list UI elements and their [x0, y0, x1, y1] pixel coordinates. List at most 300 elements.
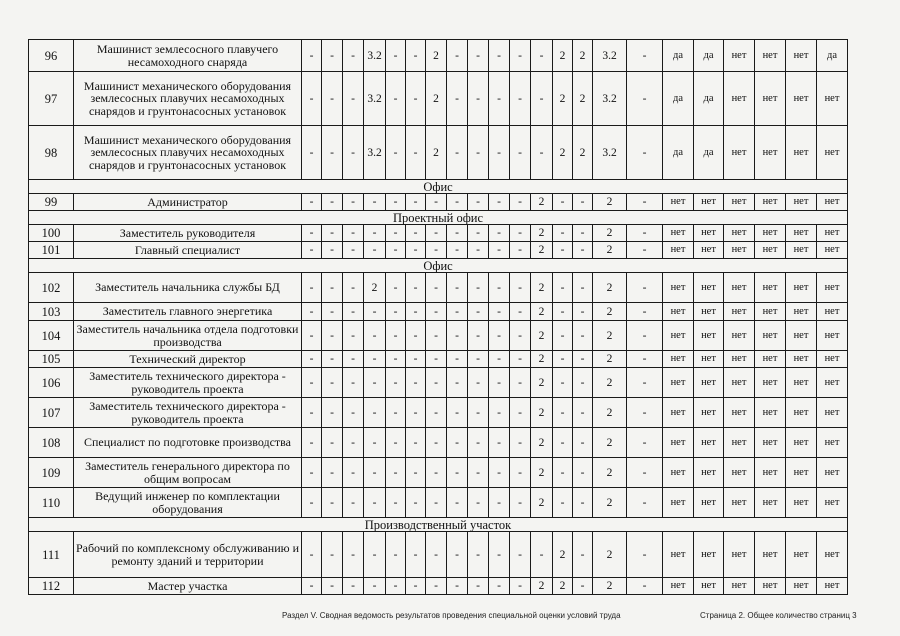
- factor-class-cell: -: [447, 398, 468, 428]
- yes-no-cell: нет: [755, 225, 786, 242]
- factor-class-cell: -: [627, 428, 663, 458]
- factor-class-cell: -: [489, 321, 510, 351]
- factor-class-cell: -: [364, 458, 386, 488]
- factor-class-cell: -: [386, 194, 406, 211]
- factor-class-cell: 3.2: [593, 126, 627, 180]
- factor-class-cell: -: [343, 194, 364, 211]
- row-number: 99: [29, 194, 74, 211]
- yes-no-cell: нет: [755, 578, 786, 595]
- factor-class-cell: -: [322, 40, 343, 72]
- yes-no-cell: да: [663, 40, 694, 72]
- yes-no-cell: нет: [694, 303, 724, 321]
- factor-class-cell: -: [322, 225, 343, 242]
- yes-no-cell: нет: [663, 578, 694, 595]
- yes-no-cell: нет: [817, 303, 848, 321]
- factor-class-cell: 2: [593, 273, 627, 303]
- factor-class-cell: 2: [573, 72, 593, 126]
- factor-class-cell: -: [489, 578, 510, 595]
- factor-class-cell: 2: [553, 40, 573, 72]
- row-number: 110: [29, 488, 74, 518]
- factor-class-cell: -: [406, 273, 426, 303]
- factor-class-cell: -: [489, 273, 510, 303]
- yes-no-cell: нет: [724, 72, 755, 126]
- yes-no-cell: нет: [724, 225, 755, 242]
- yes-no-cell: да: [817, 40, 848, 72]
- yes-no-cell: нет: [817, 532, 848, 578]
- factor-class-cell: -: [302, 40, 322, 72]
- factor-class-cell: 2: [593, 532, 627, 578]
- yes-no-cell: нет: [724, 532, 755, 578]
- factor-class-cell: -: [406, 126, 426, 180]
- footer-page-count: Страница 2. Общее количество страниц 3: [700, 611, 857, 620]
- factor-class-cell: -: [627, 225, 663, 242]
- yes-no-cell: нет: [817, 351, 848, 368]
- factor-class-cell: 2: [531, 273, 553, 303]
- job-title: Машинист механического оборудования землесосных плавучих несамоходных снарядов и грунтонасосных установок: [74, 72, 302, 126]
- factor-class-cell: -: [627, 126, 663, 180]
- factor-class-cell: 2: [593, 242, 627, 259]
- factor-class-cell: -: [447, 242, 468, 259]
- factor-class-cell: -: [468, 194, 489, 211]
- factor-class-cell: -: [322, 368, 343, 398]
- table-row: [29, 532, 848, 578]
- factor-class-cell: -: [627, 458, 663, 488]
- yes-no-cell: нет: [663, 458, 694, 488]
- yes-no-cell: да: [694, 126, 724, 180]
- factor-class-cell: -: [553, 321, 573, 351]
- factor-class-cell: -: [573, 458, 593, 488]
- factor-class-cell: -: [302, 72, 322, 126]
- yes-no-cell: да: [663, 126, 694, 180]
- factor-class-cell: -: [553, 368, 573, 398]
- factor-class-cell: -: [364, 194, 386, 211]
- assessment-table: [28, 39, 848, 595]
- factor-class-cell: -: [531, 72, 553, 126]
- factor-class-cell: -: [531, 126, 553, 180]
- factor-class-cell: 2: [531, 303, 553, 321]
- yes-no-cell: нет: [817, 428, 848, 458]
- yes-no-cell: нет: [694, 368, 724, 398]
- table-row: [29, 398, 848, 428]
- factor-class-cell: -: [322, 398, 343, 428]
- factor-class-cell: -: [386, 273, 406, 303]
- yes-no-cell: нет: [724, 488, 755, 518]
- factor-class-cell: -: [627, 303, 663, 321]
- factor-class-cell: -: [447, 532, 468, 578]
- job-title: Заместитель технического директора - руководитель проекта: [74, 368, 302, 398]
- table-row: [29, 368, 848, 398]
- factor-class-cell: -: [302, 126, 322, 180]
- factor-class-cell: 2: [593, 368, 627, 398]
- factor-class-cell: -: [406, 578, 426, 595]
- factor-class-cell: -: [447, 428, 468, 458]
- job-title: Специалист по подготовке производства: [74, 428, 302, 458]
- factor-class-cell: -: [426, 532, 447, 578]
- yes-no-cell: нет: [663, 242, 694, 259]
- yes-no-cell: нет: [694, 225, 724, 242]
- factor-class-cell: -: [447, 458, 468, 488]
- yes-no-cell: нет: [786, 242, 817, 259]
- section-header-row: [29, 211, 848, 225]
- section-header-row: [29, 518, 848, 532]
- section-header-row: [29, 180, 848, 194]
- job-title: Ведущий инженер по комплектации оборудования: [74, 488, 302, 518]
- table-row: [29, 72, 848, 126]
- row-number: 105: [29, 351, 74, 368]
- factor-class-cell: -: [489, 398, 510, 428]
- factor-class-cell: -: [322, 321, 343, 351]
- job-title: Технический директор: [74, 351, 302, 368]
- factor-class-cell: -: [553, 351, 573, 368]
- factor-class-cell: 2: [593, 398, 627, 428]
- factor-class-cell: 2: [573, 40, 593, 72]
- factor-class-cell: -: [468, 225, 489, 242]
- factor-class-cell: -: [468, 126, 489, 180]
- factor-class-cell: 2: [426, 72, 447, 126]
- factor-class-cell: -: [426, 458, 447, 488]
- yes-no-cell: нет: [755, 242, 786, 259]
- factor-class-cell: -: [510, 321, 531, 351]
- factor-class-cell: -: [510, 368, 531, 398]
- table-row: [29, 321, 848, 351]
- factor-class-cell: -: [447, 126, 468, 180]
- factor-class-cell: -: [510, 242, 531, 259]
- table-row: [29, 428, 848, 458]
- yes-no-cell: нет: [694, 321, 724, 351]
- factor-class-cell: -: [573, 273, 593, 303]
- factor-class-cell: -: [322, 72, 343, 126]
- yes-no-cell: нет: [817, 273, 848, 303]
- factor-class-cell: -: [406, 194, 426, 211]
- factor-class-cell: -: [447, 488, 468, 518]
- factor-class-cell: -: [302, 225, 322, 242]
- factor-class-cell: -: [553, 458, 573, 488]
- factor-class-cell: 3.2: [593, 72, 627, 126]
- yes-no-cell: нет: [724, 458, 755, 488]
- factor-class-cell: -: [573, 225, 593, 242]
- yes-no-cell: нет: [755, 398, 786, 428]
- factor-class-cell: -: [510, 40, 531, 72]
- factor-class-cell: -: [510, 578, 531, 595]
- factor-class-cell: -: [468, 578, 489, 595]
- factor-class-cell: -: [468, 368, 489, 398]
- factor-class-cell: -: [302, 398, 322, 428]
- yes-no-cell: нет: [755, 368, 786, 398]
- yes-no-cell: нет: [663, 194, 694, 211]
- factor-class-cell: 2: [426, 40, 447, 72]
- factor-class-cell: -: [364, 321, 386, 351]
- job-title: Машинист механического оборудования землесосных плавучих несамоходных снарядов и грунтонасосных установок: [74, 126, 302, 180]
- yes-no-cell: нет: [755, 194, 786, 211]
- factor-class-cell: -: [447, 351, 468, 368]
- factor-class-cell: -: [386, 398, 406, 428]
- factor-class-cell: -: [302, 303, 322, 321]
- table-row: [29, 303, 848, 321]
- factor-class-cell: 2: [593, 428, 627, 458]
- factor-class-cell: -: [343, 321, 364, 351]
- factor-class-cell: -: [322, 532, 343, 578]
- factor-class-cell: -: [406, 351, 426, 368]
- row-number: 106: [29, 368, 74, 398]
- yes-no-cell: нет: [694, 242, 724, 259]
- factor-class-cell: 3.2: [364, 72, 386, 126]
- yes-no-cell: нет: [663, 321, 694, 351]
- yes-no-cell: нет: [694, 273, 724, 303]
- yes-no-cell: нет: [755, 458, 786, 488]
- yes-no-cell: нет: [817, 578, 848, 595]
- factor-class-cell: -: [322, 273, 343, 303]
- yes-no-cell: нет: [755, 72, 786, 126]
- yes-no-cell: нет: [786, 578, 817, 595]
- yes-no-cell: нет: [724, 242, 755, 259]
- yes-no-cell: нет: [755, 321, 786, 351]
- factor-class-cell: 2: [364, 273, 386, 303]
- factor-class-cell: -: [531, 532, 553, 578]
- factor-class-cell: 2: [553, 578, 573, 595]
- yes-no-cell: нет: [786, 398, 817, 428]
- factor-class-cell: -: [406, 242, 426, 259]
- factor-class-cell: 2: [553, 126, 573, 180]
- factor-class-cell: -: [386, 321, 406, 351]
- job-title: Заместитель начальника службы БД: [74, 273, 302, 303]
- yes-no-cell: нет: [694, 351, 724, 368]
- factor-class-cell: -: [364, 225, 386, 242]
- yes-no-cell: нет: [817, 458, 848, 488]
- factor-class-cell: -: [447, 578, 468, 595]
- section-header-row: [29, 259, 848, 273]
- factor-class-cell: -: [447, 321, 468, 351]
- yes-no-cell: нет: [786, 40, 817, 72]
- factor-class-cell: -: [553, 398, 573, 428]
- factor-class-cell: -: [489, 428, 510, 458]
- yes-no-cell: нет: [817, 72, 848, 126]
- yes-no-cell: нет: [755, 126, 786, 180]
- yes-no-cell: нет: [786, 273, 817, 303]
- factor-class-cell: -: [386, 368, 406, 398]
- factor-class-cell: -: [510, 225, 531, 242]
- yes-no-cell: нет: [724, 40, 755, 72]
- job-title: Заместитель руководителя: [74, 225, 302, 242]
- yes-no-cell: нет: [786, 225, 817, 242]
- yes-no-cell: нет: [663, 351, 694, 368]
- factor-class-cell: -: [489, 458, 510, 488]
- yes-no-cell: нет: [786, 458, 817, 488]
- factor-class-cell: -: [406, 532, 426, 578]
- job-title: Машинист землесосного плавучего несамоходного снаряда: [74, 40, 302, 72]
- factor-class-cell: -: [489, 532, 510, 578]
- factor-class-cell: -: [426, 321, 447, 351]
- factor-class-cell: -: [447, 72, 468, 126]
- factor-class-cell: -: [302, 428, 322, 458]
- factor-class-cell: 2: [593, 351, 627, 368]
- factor-class-cell: -: [510, 488, 531, 518]
- table-row: [29, 458, 848, 488]
- factor-class-cell: -: [386, 72, 406, 126]
- factor-class-cell: -: [627, 321, 663, 351]
- factor-class-cell: -: [343, 126, 364, 180]
- factor-class-cell: -: [573, 428, 593, 458]
- factor-class-cell: -: [302, 351, 322, 368]
- factor-class-cell: -: [510, 351, 531, 368]
- factor-class-cell: -: [426, 351, 447, 368]
- yes-no-cell: нет: [663, 428, 694, 458]
- factor-class-cell: -: [343, 72, 364, 126]
- table-row: [29, 40, 848, 72]
- yes-no-cell: нет: [724, 321, 755, 351]
- factor-class-cell: -: [386, 242, 406, 259]
- factor-class-cell: -: [553, 488, 573, 518]
- section-title: Офис: [29, 259, 848, 273]
- factor-class-cell: 2: [426, 126, 447, 180]
- factor-class-cell: -: [426, 225, 447, 242]
- factor-class-cell: -: [426, 273, 447, 303]
- factor-class-cell: -: [468, 458, 489, 488]
- factor-class-cell: -: [322, 428, 343, 458]
- factor-class-cell: -: [343, 578, 364, 595]
- yes-no-cell: нет: [755, 40, 786, 72]
- yes-no-cell: да: [694, 40, 724, 72]
- job-title: Заместитель главного энергетика: [74, 303, 302, 321]
- section-title: Офис: [29, 180, 848, 194]
- factor-class-cell: 2: [531, 321, 553, 351]
- yes-no-cell: нет: [724, 303, 755, 321]
- factor-class-cell: 2: [593, 458, 627, 488]
- factor-class-cell: -: [406, 40, 426, 72]
- yes-no-cell: да: [663, 72, 694, 126]
- factor-class-cell: -: [573, 351, 593, 368]
- factor-class-cell: -: [627, 242, 663, 259]
- factor-class-cell: -: [531, 40, 553, 72]
- yes-no-cell: нет: [786, 194, 817, 211]
- factor-class-cell: -: [406, 303, 426, 321]
- factor-class-cell: -: [302, 321, 322, 351]
- factor-class-cell: -: [468, 242, 489, 259]
- factor-class-cell: -: [426, 428, 447, 458]
- factor-class-cell: 2: [531, 242, 553, 259]
- factor-class-cell: -: [468, 40, 489, 72]
- factor-class-cell: -: [364, 368, 386, 398]
- factor-class-cell: -: [510, 428, 531, 458]
- factor-class-cell: -: [426, 398, 447, 428]
- yes-no-cell: нет: [755, 351, 786, 368]
- factor-class-cell: -: [489, 368, 510, 398]
- yes-no-cell: нет: [786, 351, 817, 368]
- row-number: 96: [29, 40, 74, 72]
- factor-class-cell: -: [302, 242, 322, 259]
- row-number: 100: [29, 225, 74, 242]
- factor-class-cell: -: [489, 351, 510, 368]
- factor-class-cell: -: [386, 578, 406, 595]
- factor-class-cell: -: [489, 303, 510, 321]
- factor-class-cell: -: [386, 303, 406, 321]
- factor-class-cell: -: [343, 273, 364, 303]
- yes-no-cell: нет: [694, 532, 724, 578]
- table-row: [29, 488, 848, 518]
- factor-class-cell: -: [302, 532, 322, 578]
- factor-class-cell: -: [302, 488, 322, 518]
- factor-class-cell: -: [447, 273, 468, 303]
- factor-class-cell: 2: [531, 225, 553, 242]
- factor-class-cell: -: [386, 351, 406, 368]
- factor-class-cell: -: [343, 458, 364, 488]
- factor-class-cell: -: [553, 428, 573, 458]
- factor-class-cell: -: [322, 488, 343, 518]
- yes-no-cell: нет: [663, 303, 694, 321]
- factor-class-cell: -: [343, 303, 364, 321]
- factor-class-cell: -: [510, 303, 531, 321]
- factor-class-cell: -: [627, 351, 663, 368]
- factor-class-cell: 2: [553, 72, 573, 126]
- factor-class-cell: -: [627, 368, 663, 398]
- yes-no-cell: нет: [724, 368, 755, 398]
- factor-class-cell: -: [406, 72, 426, 126]
- factor-class-cell: -: [627, 398, 663, 428]
- job-title: Администратор: [74, 194, 302, 211]
- factor-class-cell: -: [406, 458, 426, 488]
- yes-no-cell: нет: [694, 458, 724, 488]
- factor-class-cell: -: [426, 488, 447, 518]
- yes-no-cell: нет: [786, 126, 817, 180]
- yes-no-cell: нет: [817, 368, 848, 398]
- yes-no-cell: нет: [786, 72, 817, 126]
- factor-class-cell: -: [302, 458, 322, 488]
- factor-class-cell: -: [510, 194, 531, 211]
- factor-class-cell: -: [573, 194, 593, 211]
- yes-no-cell: нет: [694, 488, 724, 518]
- table-row: [29, 351, 848, 368]
- yes-no-cell: нет: [724, 273, 755, 303]
- factor-class-cell: -: [386, 532, 406, 578]
- factor-class-cell: -: [489, 126, 510, 180]
- row-number: 107: [29, 398, 74, 428]
- job-title: Главный специалист: [74, 242, 302, 259]
- yes-no-cell: нет: [786, 488, 817, 518]
- factor-class-cell: -: [364, 351, 386, 368]
- factor-class-cell: -: [343, 40, 364, 72]
- yes-no-cell: нет: [694, 398, 724, 428]
- factor-class-cell: -: [302, 273, 322, 303]
- factor-class-cell: -: [468, 321, 489, 351]
- yes-no-cell: нет: [817, 242, 848, 259]
- factor-class-cell: 3.2: [364, 126, 386, 180]
- yes-no-cell: да: [694, 72, 724, 126]
- factor-class-cell: -: [343, 532, 364, 578]
- factor-class-cell: -: [386, 126, 406, 180]
- factor-class-cell: -: [447, 194, 468, 211]
- table-row: [29, 126, 848, 180]
- factor-class-cell: 2: [593, 225, 627, 242]
- factor-class-cell: -: [468, 532, 489, 578]
- factor-class-cell: 2: [531, 458, 553, 488]
- factor-class-cell: -: [322, 458, 343, 488]
- factor-class-cell: -: [489, 225, 510, 242]
- yes-no-cell: нет: [663, 368, 694, 398]
- factor-class-cell: -: [364, 428, 386, 458]
- row-number: 97: [29, 72, 74, 126]
- factor-class-cell: 2: [593, 303, 627, 321]
- yes-no-cell: нет: [663, 398, 694, 428]
- row-number: 101: [29, 242, 74, 259]
- factor-class-cell: 2: [531, 428, 553, 458]
- factor-class-cell: -: [364, 242, 386, 259]
- factor-class-cell: 2: [553, 532, 573, 578]
- factor-class-cell: -: [406, 368, 426, 398]
- factor-class-cell: -: [573, 488, 593, 518]
- factor-class-cell: -: [302, 194, 322, 211]
- factor-class-cell: -: [322, 194, 343, 211]
- factor-class-cell: -: [386, 225, 406, 242]
- factor-class-cell: -: [468, 273, 489, 303]
